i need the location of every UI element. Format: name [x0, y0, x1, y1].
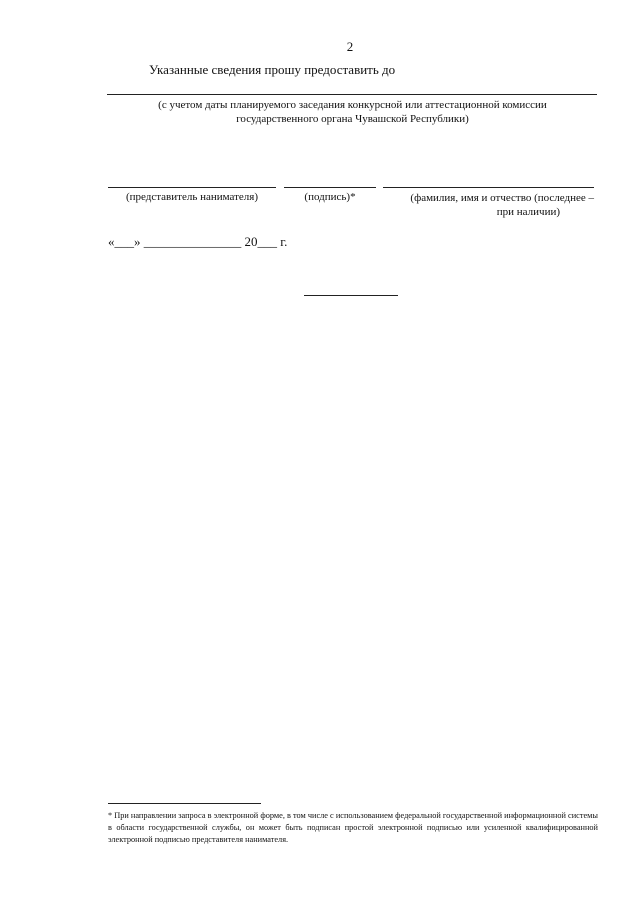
date-line: «___» _______________ 20___ г.: [108, 234, 288, 249]
full-name-underline: [383, 187, 594, 188]
representative-label: (представитель нанимателя): [125, 191, 259, 203]
signature-label: (подпись)*: [304, 191, 356, 203]
deadline-underline: [107, 94, 597, 95]
full-name-label-line1: (фамилия, имя и отчество (последнее –: [410, 192, 594, 204]
footnote: * При направлении запроса в электронной форме, в том числе с использованием федеральной государственной информационной системы в области государственной службы, он может быть подписан простой электронной подписью или усиленной квалифицированной электронной подписью представителя нанимателя.: [108, 811, 598, 844]
page-number: 2: [346, 39, 354, 54]
signature-underline: [284, 187, 376, 188]
deadline-hint-line2: государственного органа Чувашской Республики): [236, 113, 469, 125]
end-of-document-rule: [304, 295, 398, 296]
full-name-label-line2: при наличии): [496, 206, 560, 218]
full-name-label: [383, 191, 594, 219]
deadline-hint: [120, 98, 585, 126]
request-deadline-text: Указанные сведения прошу предоставить до: [149, 62, 396, 77]
representative-underline: [108, 187, 276, 188]
deadline-hint-line1: (с учетом даты планируемого заседания конкурсной или аттестационной комиссии: [158, 99, 547, 111]
footnote-separator: [108, 803, 261, 804]
